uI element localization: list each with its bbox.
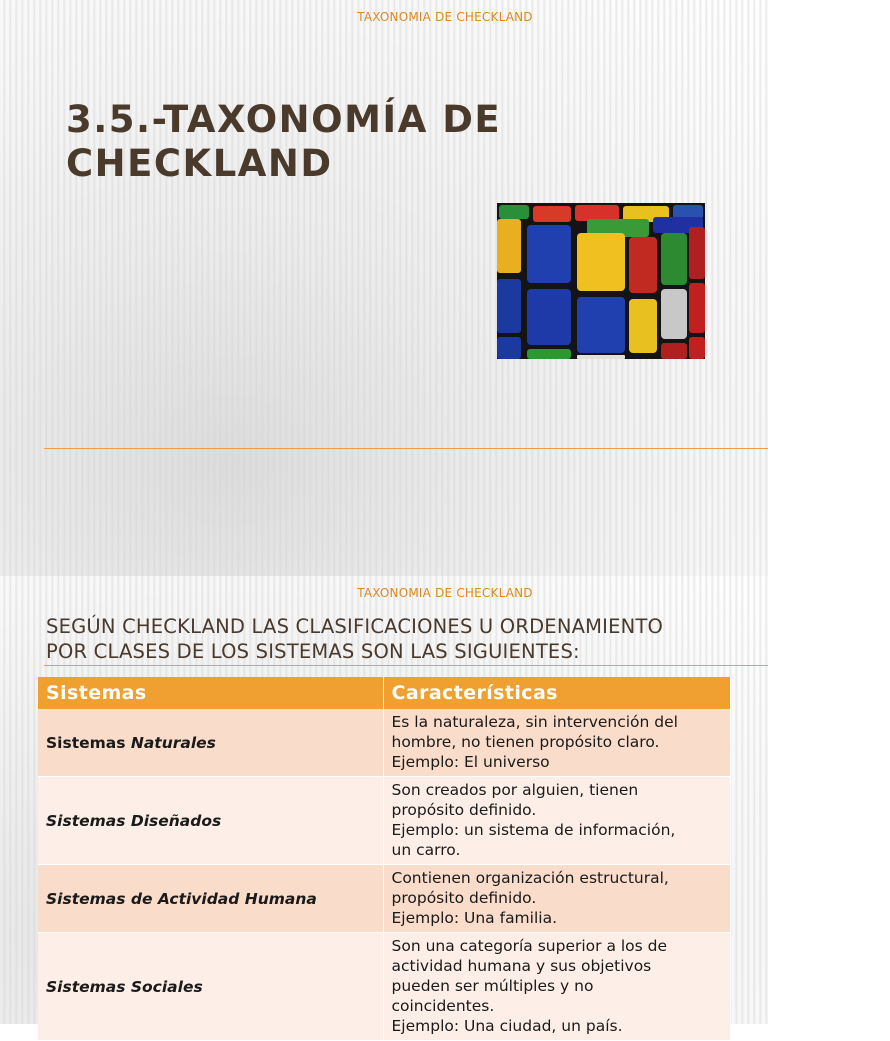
system-name-cell <box>38 709 383 777</box>
slide-title-line-2: CHECKLAND <box>66 142 333 185</box>
description-line: Son una categoría superior a los de <box>391 937 668 955</box>
taxonomy-table <box>38 677 731 1041</box>
system-description-cell <box>383 709 730 777</box>
description-line: hombre, no tienen propósito claro. <box>391 733 660 751</box>
description-line: Ejemplo: Una ciudad, un país. <box>391 1017 623 1035</box>
rubiks-cube-image <box>497 203 705 359</box>
description-line: un carro. <box>391 841 461 859</box>
system-name-italic: Naturales <box>130 733 216 752</box>
table-row <box>38 709 730 777</box>
rubiks-cube-graphic <box>497 203 705 359</box>
description-line: Ejemplo: Una familia. <box>391 909 558 927</box>
description-line: coincidentes. <box>391 997 495 1015</box>
system-name-cell <box>38 865 383 933</box>
slide-subtitle <box>46 614 746 664</box>
description-line: Es la naturaleza, sin intervención del <box>391 713 678 731</box>
slide-header: TAXONOMIA DE CHECKLAND <box>357 10 533 24</box>
title-slide <box>0 0 768 576</box>
divider-line <box>44 448 768 449</box>
system-name-plain: Sistemas <box>46 733 131 752</box>
description-line: propósito definido. <box>391 801 537 819</box>
description-line: propósito definido. <box>391 889 537 907</box>
description-line: Contienen organización estructural, <box>391 869 669 887</box>
divider-line <box>44 665 768 666</box>
system-name-cell <box>38 933 383 1041</box>
system-description-cell <box>383 777 730 865</box>
system-name-italic: Sistemas Diseñados <box>46 811 222 830</box>
slide-title-line-1: 3.5.-TAXONOMÍA DE <box>66 98 502 141</box>
column-header-sistemas: Sistemas <box>38 677 383 709</box>
description-line: pueden ser múltiples y no <box>391 977 594 995</box>
table-header-row <box>38 677 730 709</box>
column-header-caracteristicas: Características <box>383 677 730 709</box>
system-description-cell <box>383 865 730 933</box>
slide-title <box>66 98 706 186</box>
system-name-italic: Sistemas de Actividad Humana <box>46 889 317 908</box>
table-slide <box>0 576 768 1035</box>
system-name-italic: Sistemas Sociales <box>46 977 203 996</box>
system-description-cell <box>383 933 730 1041</box>
slide-subtitle-line-2: POR CLASES DE LOS SISTEMAS SON LAS SIGUIENTES: <box>46 640 580 663</box>
description-line: Son creados por alguien, tienen <box>391 781 639 799</box>
slide-subtitle-line-1: SEGÚN CHECKLAND LAS CLASIFICACIONES U ORDENAMIENTO <box>46 615 664 638</box>
table-row <box>38 933 730 1041</box>
system-name-cell <box>38 777 383 865</box>
description-line: Ejemplo: El universo <box>391 753 550 771</box>
slide-header: TAXONOMIA DE CHECKLAND <box>357 586 533 600</box>
description-line: Ejemplo: un sistema de información, <box>391 821 676 839</box>
table-row <box>38 777 730 865</box>
description-line: actividad humana y sus objetivos <box>391 957 652 975</box>
table-row <box>38 865 730 933</box>
